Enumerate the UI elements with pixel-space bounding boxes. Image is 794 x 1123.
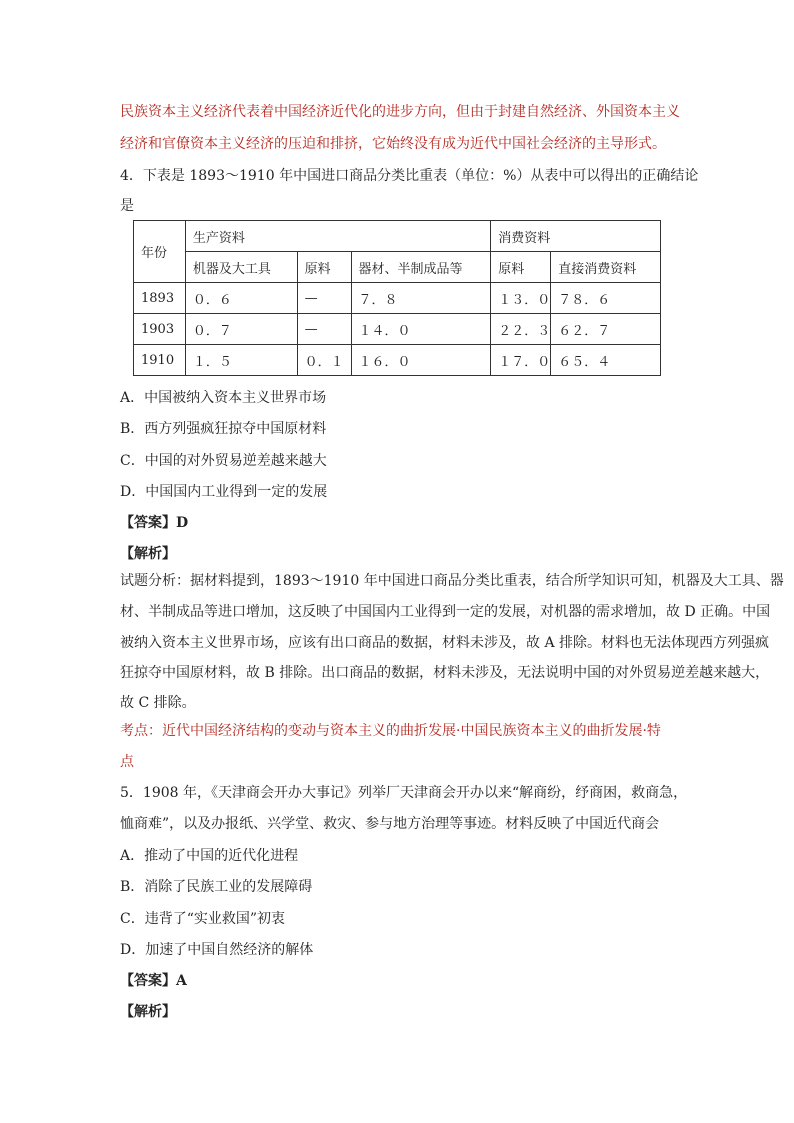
q4-stem-line-1: 4．下表是 1893～1910 年中国进口商品分类比重表（单位：%）从表中可以得出的正确结论: [120, 168, 699, 184]
intro-line-2: 经济和官僚资本主义经济的压迫和排挤，它始终没有成为近代中国社会经济的主导形式。: [120, 136, 666, 152]
q4-analysis-label: 【解析】: [120, 546, 176, 562]
table-row: [134, 314, 661, 345]
q4-answer: [120, 514, 188, 532]
q4-option-b: B．西方列强疯狂掠夺中国原材料: [120, 421, 327, 437]
cell-direct-consumption: ６５．４: [551, 345, 661, 376]
answer-value: D: [176, 515, 189, 531]
cell-raw-consumption: １３．０: [491, 283, 551, 314]
answer-label: 【答案】: [120, 973, 176, 989]
q5-option-a: A．推动了中国的近代化进程: [120, 848, 299, 864]
q5-option-c: C．违背了“实业救国”初衷: [120, 911, 286, 927]
q4-option-a: A．中国被纳入资本主义世界市场: [120, 390, 327, 406]
q4-analysis-line-5: 故 C 排除。: [120, 695, 196, 711]
cell-year: 1903: [134, 314, 186, 345]
cell-equipment: １４．０: [351, 314, 491, 345]
header-machines: 机器及大工具: [185, 252, 297, 283]
cell-machines: １．５: [185, 345, 297, 376]
cell-direct-consumption: ７８．６: [551, 283, 661, 314]
q4-analysis-line-1: 试题分析：据材料提到，1893～1910 年中国进口商品分类比重表，结合所学知识可知，机器及大工具、器: [120, 573, 784, 589]
table-header-row: [134, 221, 661, 252]
answer-label: 【答案】: [120, 515, 176, 531]
cell-machines: ０．７: [185, 314, 297, 345]
q4-analysis-line-3: 被纳入资本主义世界市场，应该有出口商品的数据，材料未涉及，故 A 排除。材料也无法体现西方列强疯: [120, 635, 770, 651]
q5-option-d: D．加速了中国自然经济的解体: [120, 942, 314, 958]
table-row: [134, 283, 661, 314]
cell-raw-production: —: [297, 314, 351, 345]
q5-stem-line-1: 5．1908 年，《天津商会开办大事记》列举厂天津商会开办以来“解商纷，纾商困，救商急，: [120, 785, 688, 801]
q4-analysis-line-4: 狂掠夺中国原材料，故 B 排除。出口商品的数据，材料未涉及，无法说明中国的对外贸易逆差越来越大，: [120, 665, 770, 681]
header-production-materials: 生产资料: [185, 221, 490, 252]
q4-stem-line-2: 是: [120, 198, 134, 214]
table-row: [134, 345, 661, 376]
header-equipment: 器材、半制成品等: [351, 252, 491, 283]
header-direct-consumption: 直接消费资料: [551, 252, 661, 283]
q4-kaodian-line-1: 考点：近代中国经济结构的变动与资本主义的曲折发展·中国民族资本主义的曲折发展·特: [120, 723, 661, 739]
cell-raw-production: ０．１: [297, 345, 351, 376]
q4-analysis-line-2: 材、半制成品等进口增加，这反映了中国国内工业得到一定的发展，对机器的需求增加，故 D 正确。中国: [120, 604, 771, 620]
cell-year: 1910: [134, 345, 186, 376]
cell-equipment: １６．０: [351, 345, 491, 376]
answer-value: A: [176, 973, 187, 989]
q5-analysis-label: 【解析】: [120, 1004, 176, 1020]
header-year: 年份: [134, 221, 186, 283]
q4-kaodian-line-2: 点: [120, 754, 134, 770]
intro-line-1: 民族资本主义经济代表着中国经济近代化的进步方向，但由于封建自然经济、外国资本主义: [120, 104, 680, 120]
import-share-table: [133, 220, 661, 376]
q5-option-b: B．消除了民族工业的发展障碍: [120, 879, 313, 895]
q5-answer: [120, 972, 187, 990]
cell-raw-production: —: [297, 283, 351, 314]
cell-raw-consumption: １７．０: [491, 345, 551, 376]
header-raw-materials-production: 原料: [297, 252, 351, 283]
header-consumption-materials: 消费资料: [491, 221, 661, 252]
q5-stem-line-2: 恤商难”，以及办报纸、兴学堂、救灾、参与地方治理等事迹。材料反映了中国近代商会: [120, 816, 660, 832]
q4-option-d: D．中国国内工业得到一定的发展: [120, 484, 328, 500]
cell-equipment: ７．８: [351, 283, 491, 314]
cell-raw-consumption: ２２．３: [491, 314, 551, 345]
cell-machines: ０．６: [185, 283, 297, 314]
cell-year: 1893: [134, 283, 186, 314]
header-raw-materials-consumption: 原料: [491, 252, 551, 283]
cell-direct-consumption: ６２．７: [551, 314, 661, 345]
q4-option-c: C．中国的对外贸易逆差越来越大: [120, 453, 327, 469]
table-subheader-row: [134, 252, 661, 283]
